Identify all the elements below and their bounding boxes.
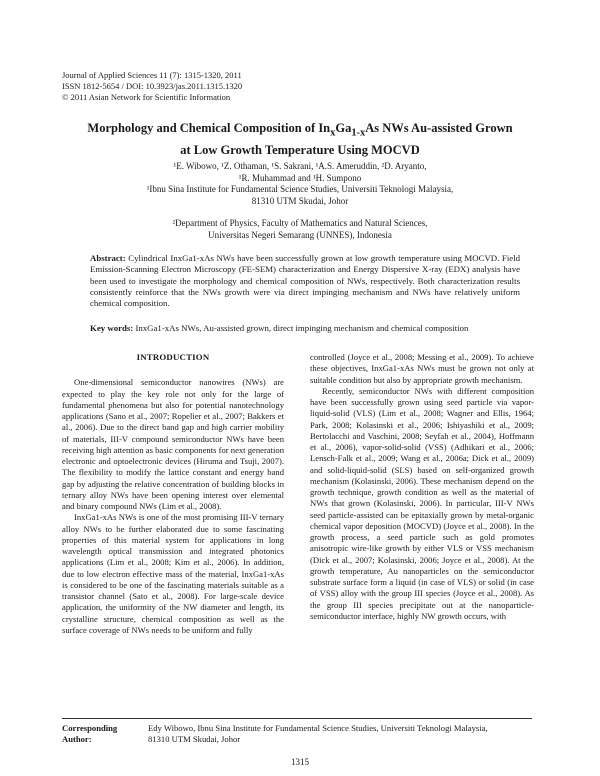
footer-divider <box>62 718 532 719</box>
corresponding-author <box>62 723 532 745</box>
page-number: 1315 <box>291 757 309 767</box>
abstract-text: Cylindrical InxGa1-xAs NWs have been successfully grown at low growth temperature using MOCVD. Field Emission-Scanning Electron Microscopy (FE-SEM) characterization and Energy Dispersive X-ray (EDX) analysis have been used to investigate the morphology and chemical composition of NWs, respectively. Both characterization results consistently reinforce that the NWs growth were via direct impinging mechanism and NWs have relatively uniform chemical composition. <box>90 253 521 309</box>
affiliation-1: ¹Ibnu Sina Institute for Fundamental Science Studies, Universiti Teknologi Malaysia, 81310 UTM Skudai, Johor <box>146 184 454 206</box>
journal-copyright: © 2011 Asian Network for Scientific Information <box>62 92 231 102</box>
left-column <box>62 352 284 636</box>
abstract <box>90 253 520 309</box>
body-paragraph: One-dimensional semiconductor nanowires (NWs) are expected to play the key role not only for the large of fundamental phenomena but also for potential nanotechnology applications (Sano et al., 2007; Ropelier et al., 2007; Bakkers et al., 2006). Due to the direct band gap and high carrier mobility of materials, III-V compound semiconductor NWs have been receiving high attention as basic components for next generation electronic and optoelectronic devices (Hiruma and Tsuji, 2007). The flexibility to modify the lattice constant and energy band gap by adjusting the relative concentration of building blocks in ternary alloy NWs have been opening interest over elemental and binary compound NWs (Lim et al., 2008). <box>62 377 284 511</box>
abstract-label: Abstract: <box>90 253 126 263</box>
body-paragraph: InxGa1-xAs NWs is one of the most promising III-V ternary alloy NWs to be further elaborated due to some fascinating properties of this material system for applications in long wavelength optical transmission and integrated photonics applications (Lim et al., 2008; Kim et al., 2006). In addition, due to low electron effective mass of the material, InxGa1-xAs is considered to be one of the fascinating materials suitable as a transistor channel (Sato et al., 2008). For large-scale device application, the uniformity of the NW diameter and length, its crystalline structure, chemical composition as well as the surface coverage of NWs needs to be uniform and fully <box>62 512 284 635</box>
keywords-label: Key words: <box>90 323 134 333</box>
body-paragraph: Recently, semiconductor NWs with different composition have been successfully grown using seed particle via vapor-liquid-solid (VLS) (Lim et al., 2008; Wagner and Ellis, 1964; Park, 2008; Kolasinski et al., 2006; Ishiyashiki et al., 2009; Bertolacchi and Vaschini, 2008; Seyfah et al., 2004), Hoffmann et al., 2006), vapor-solid-solid (VSS) (Adhikari et al., 2006; Lensch-Falk et al., 2009; Wang et al., 2006a; Dick et al., 2009) and solid-liquid-solid (SLS) based on self-organized growth mechanism (Kolasinski, 2006). These mechanism depend on the growth technique, growth condition as well as the material of NWs that grown (Kolasinski, 2006). In particular, III-V NWs seed particle-assisted can be epitaxially grown by metal-organic chemical vapor deposition (MOCVD) (Joyce et al., 2008). In the growth process, a seed particle such as gold promotes anisotropic wire-like growth by either VLS or VSS mechanism (Dick et al., 2007; Kolasinski, 2006; Joyce et al., 2008). At the growth temperature, Au nanoparticles on the semiconductor substrate surface form a liquid (in case of VLS) or solid (in case of VSS) alloy with the group III species (Joyce et al., 2008). As the group III species precipitate out at the nanoparticle-semiconductor interface, highly NW growth occurs, with <box>310 385 534 621</box>
author-list: ¹E. Wibowo, ¹Z. Othaman, ¹S. Sakrani, ¹A.S. Ameruddin, ²D. Aryanto, ¹R. Muhammad and ¹H. Sumpono <box>173 161 427 183</box>
section-heading: INTRODUCTION <box>136 352 210 362</box>
corresponding-label: Corresponding Author: <box>62 723 118 744</box>
journal-citation: Journal of Applied Sciences 11 (7): 1315-1320, 2011 <box>62 70 242 80</box>
right-column <box>310 352 534 622</box>
journal-issn-doi: ISSN 1812-5654 / DOI: 10.3923/jas.2011.1315.1320 <box>62 81 243 91</box>
keywords-text: InxGa1-xAs NWs, Au-assisted grown, direct impinging mechanism and chemical composition <box>135 323 469 333</box>
paper-title: Morphology and Chemical Composition of $In_xGa_{1-x}As$ NWs Au-assisted Grown at Low Growth Temperature Using MOCVD <box>87 121 513 157</box>
journal-info <box>62 70 242 103</box>
corresponding-details: Edy Wibowo, Ibnu Sina Institute for Fundamental Science Studies, Universiti Teknologi Malaysia, 81310 UTM Skudai, Johor <box>148 723 488 744</box>
keywords <box>90 323 520 334</box>
body-paragraph: controlled (Joyce et al., 2008; Messing et al., 2009). To achieve these objectives, InxGa1-xAs NWs must be grown not only at suitable condition but also by appropriate growth mechanism. <box>310 352 534 385</box>
affiliation-2: ²Department of Physics, Faculty of Mathematics and Natural Sciences, Universitas Negeri Semarang (UNNES), Indonesia <box>172 218 428 240</box>
